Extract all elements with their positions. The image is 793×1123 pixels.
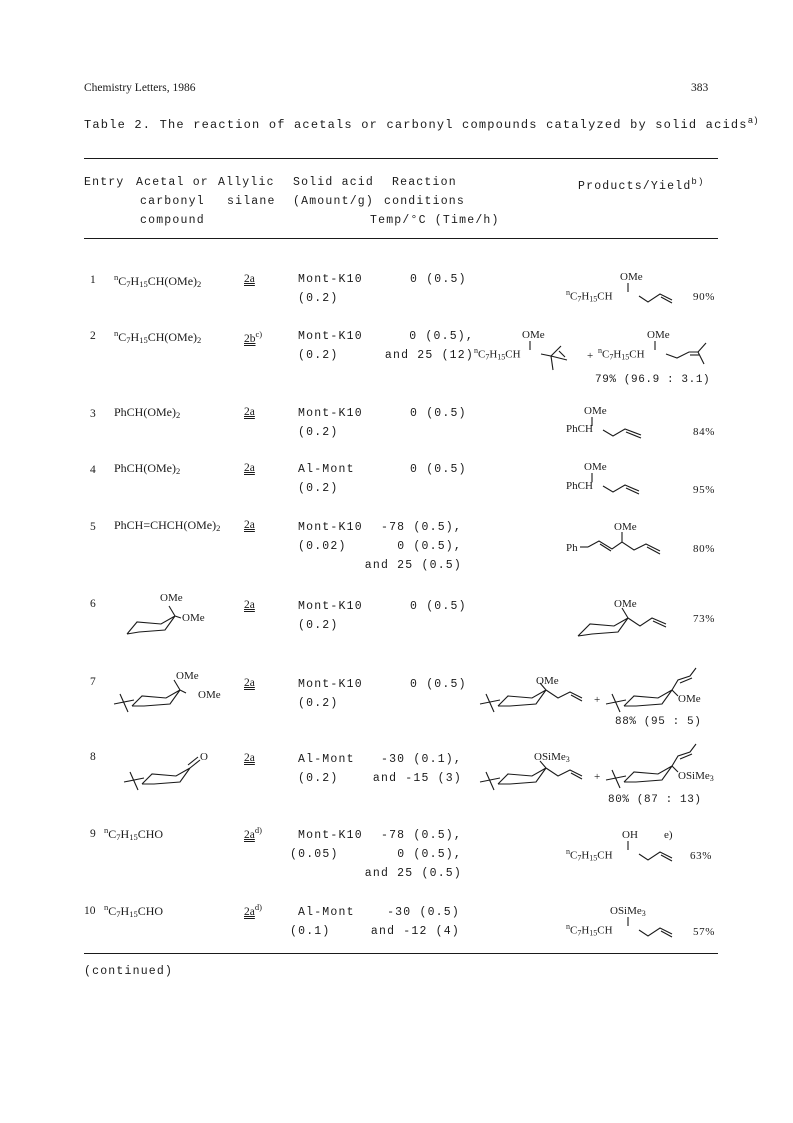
compound-structure [122, 756, 222, 806]
plus-sign: + [594, 694, 601, 706]
product-label-chain: $^nC_7H_{15}CH$ [474, 346, 521, 362]
conditions: -30 (0.5) and -12 (4) [370, 906, 460, 938]
silane-code: 2a [244, 273, 255, 285]
product-label-chain: $^nC_7H_{15}CH$ [566, 288, 613, 304]
product-label-chain: PhCH [566, 480, 593, 492]
product-structure [625, 914, 685, 944]
solid-acid: Mont-K10 (0.2) [298, 678, 363, 710]
solid-acid: Al-Mont (0.1) [290, 906, 355, 938]
product-label-chain: $^nC_7H_{15}CH$ [566, 922, 613, 938]
product-label-osime3: OSiMe$_3$ [534, 751, 570, 764]
silane-code: 2a [244, 677, 255, 689]
product-label-ome: OMe [614, 598, 637, 610]
yield: 80% [693, 543, 715, 555]
yield: 80% (87 : 13) [608, 794, 702, 806]
yield: 95% [693, 484, 715, 496]
silane-code: $2a^{d)}$ [244, 825, 262, 841]
product-structure [478, 682, 588, 722]
silane-code: 2a [244, 519, 255, 531]
product-structure [589, 470, 659, 500]
conditions: -30 (0.1), and -15 (3) [372, 753, 462, 785]
compound-label-o: O [200, 751, 208, 763]
silane-code: 2a [244, 752, 255, 764]
entry-number: 10 [84, 905, 96, 917]
entry-number: 6 [90, 598, 96, 610]
product-structure [589, 414, 659, 444]
product-label-ome: OMe [678, 693, 701, 705]
silane-code: 2a [244, 599, 255, 611]
product-structure [580, 530, 670, 565]
product-structure [576, 606, 676, 656]
product-label-ome: OMe [584, 461, 607, 473]
entry-number: 7 [90, 676, 96, 688]
entry-number: 1 [90, 274, 96, 286]
yield: 57% [693, 926, 715, 938]
compound-formula: $^nC_7H_{15}CH(OMe)_2$ [114, 328, 202, 345]
header-solid-acid: Solid acid (Amount/g) [293, 176, 375, 208]
product-label-osime3: OSiMe$_3$ [678, 770, 714, 783]
entry-number: 8 [90, 751, 96, 763]
entry-number: 9 [90, 828, 96, 840]
product-label-oh: OH [622, 829, 638, 841]
solid-acid: Mont-K10 (0.2) [298, 407, 363, 439]
compound-formula: $^nC_7H_{15}CH(OMe)_2$ [114, 272, 202, 289]
conditions: 0 (0.5), and 25 (12) [384, 330, 474, 362]
product-structure [527, 338, 587, 378]
product-label-ome: OMe [614, 521, 637, 533]
compound-formula: $PhCH(OMe)_2$ [114, 405, 181, 420]
product-label-ph: Ph [566, 542, 578, 554]
compound-label-ome: OMe [198, 689, 221, 701]
product-label-osime3: OSiMe$_3$ [610, 905, 646, 918]
product-label-ome: OMe [536, 675, 559, 687]
conditions: -78 (0.5), 0 (0.5), and 25 (0.5) [364, 829, 462, 880]
compound-label-ome: OMe [182, 612, 205, 624]
entry-number: 4 [90, 464, 96, 476]
header-silane: Allylic silane [218, 176, 276, 208]
header-acetal: Acetal or carbonyl compound [136, 176, 209, 227]
product-structure [478, 760, 588, 800]
solid-acid: Mont-K10 (0.02) [298, 521, 363, 553]
product-structure [625, 280, 685, 310]
entry-number: 2 [90, 330, 96, 342]
top-rule [84, 158, 718, 159]
yield: 90% [693, 291, 715, 303]
compound-formula: $^nC_7H_{15}CHO$ [104, 825, 164, 842]
running-head: Chemistry Letters, 1986 [84, 82, 196, 94]
bottom-rule [84, 953, 718, 954]
conditions: 0 (0.5) [410, 678, 467, 691]
product-label-ome: OMe [647, 329, 670, 341]
solid-acid: Mont-K10 (0.2) [298, 273, 363, 305]
yield: 73% [693, 613, 715, 625]
yield: 88% (95 : 5) [615, 716, 702, 728]
compound-structure [125, 598, 195, 648]
plus-sign: + [587, 350, 594, 362]
page-number: 383 [691, 82, 709, 94]
entry-number: 5 [90, 521, 96, 533]
product-label-chain: $^nC_7H_{15}CH$ [598, 346, 645, 362]
compound-formula: $PhCH(OMe)_2$ [114, 461, 181, 476]
table-caption: Table 2. The reaction of acetals or carbonyl compounds catalyzed by solid acids$^{a)}$ [84, 116, 759, 132]
yield: 63% [690, 850, 712, 862]
compound-label-ome: OMe [176, 670, 199, 682]
yield: 79% (96.9 : 3.1) [595, 374, 711, 386]
compound-formula: $^nC_7H_{15}CHO$ [104, 902, 164, 919]
product-structure [625, 838, 685, 868]
silane-code: 2a [244, 406, 255, 418]
header-entry: Entry [84, 176, 125, 189]
conditions: -78 (0.5), 0 (0.5), and 25 (0.5) [364, 521, 462, 572]
compound-structure [112, 676, 202, 726]
entry-number: 3 [90, 408, 96, 420]
compound-formula: $PhCH=CHCH(OMe)_2$ [114, 518, 221, 533]
conditions: 0 (0.5) [410, 600, 467, 613]
continued-note: (continued) [84, 965, 174, 978]
solid-acid: Mont-K10 (0.2) [298, 330, 363, 362]
yield: 84% [693, 426, 715, 438]
solid-acid: Al-Mont (0.2) [298, 463, 355, 495]
conditions: 0 (0.5) [410, 407, 467, 420]
product-label-ome: OMe [584, 405, 607, 417]
solid-acid: Mont-K10 (0.2) [298, 600, 363, 632]
compound-label-ome: OMe [160, 592, 183, 604]
silane-code: $2b^{c)}$ [244, 329, 263, 345]
header-products: Products/Yield$^{b)}$ [578, 177, 705, 193]
silane-code: 2a [244, 462, 255, 474]
silane-code: $2a^{d)}$ [244, 902, 262, 918]
solid-acid: Al-Mont (0.2) [298, 753, 355, 785]
solid-acid: Mont-K10 (0.05) [290, 829, 363, 861]
product-label-ome: OMe [620, 271, 643, 283]
product-label-chain: $^nC_7H_{15}CH$ [566, 847, 613, 863]
conditions: 0 (0.5) [410, 273, 467, 286]
header-reaction: Reaction conditions Temp/°C (Time/h) [370, 176, 500, 227]
conditions: 0 (0.5) [410, 463, 467, 476]
product-label-ome: OMe [522, 329, 545, 341]
product-structure [652, 338, 722, 378]
footnote-mark: e) [664, 829, 673, 841]
product-label-chain: PhCH [566, 423, 593, 435]
header-rule [84, 238, 718, 239]
plus-sign: + [594, 771, 601, 783]
